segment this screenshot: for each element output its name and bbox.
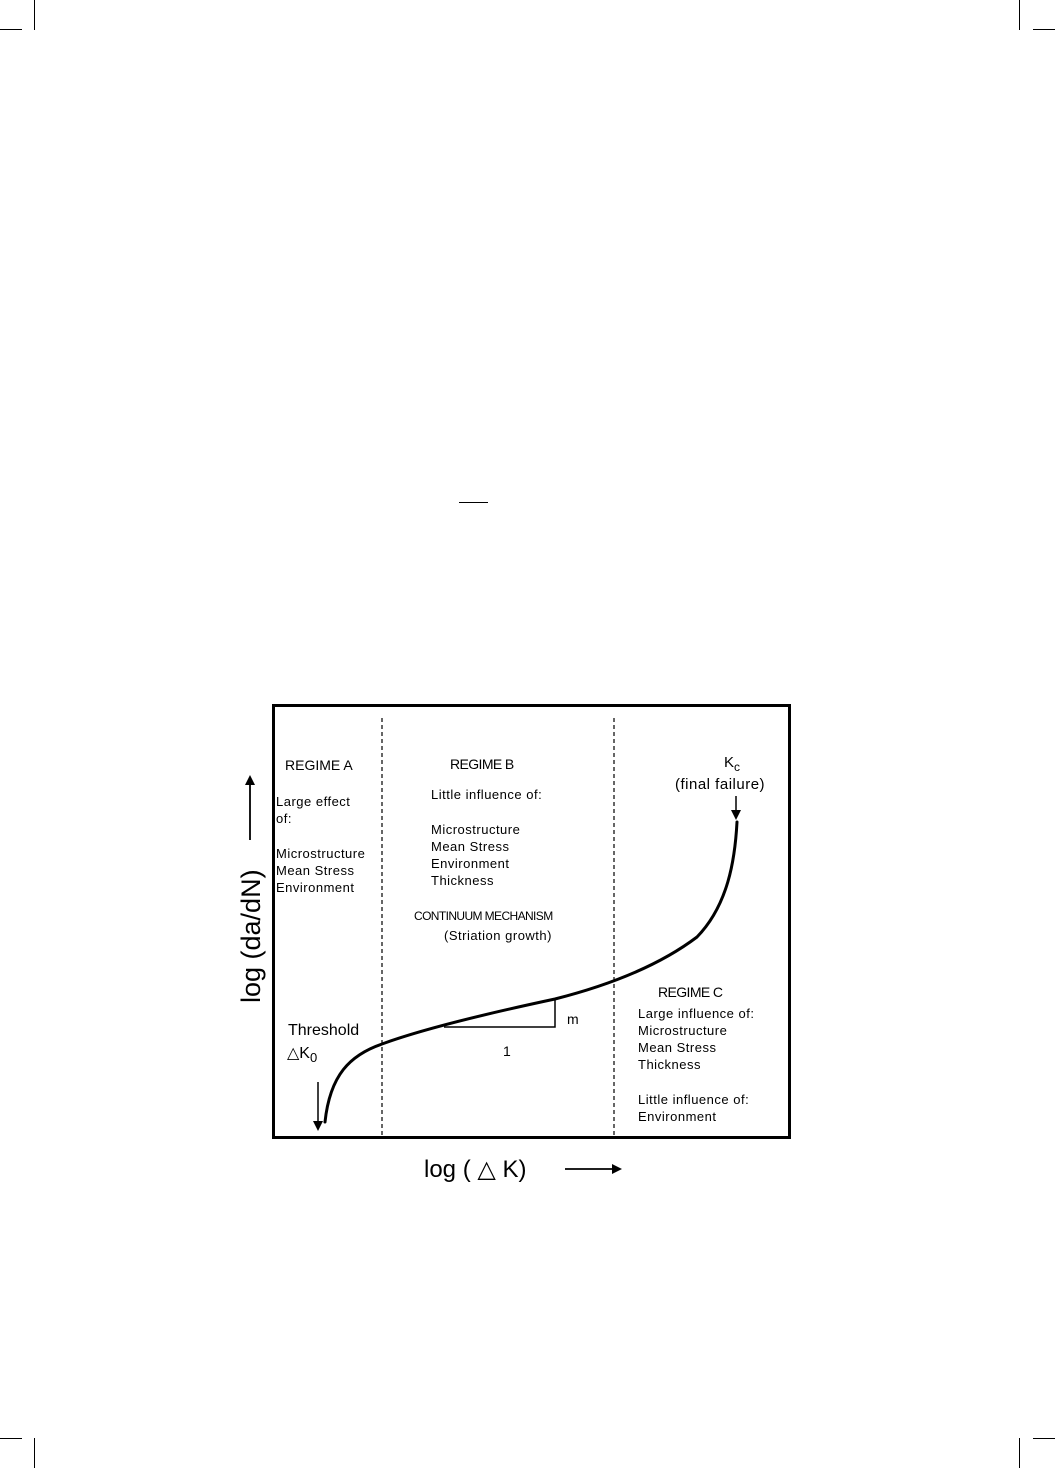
regime-c-title: REGIME C [658,984,723,1000]
delta-k0-label [287,1043,317,1065]
regime-c-line: Little influence of: [638,1092,750,1107]
regime-a-line: Environment [276,880,355,895]
kc-letter: K [724,754,735,771]
regime-a-line: of: [276,811,292,826]
x-axis-label: log ( △ K) [424,1156,527,1183]
delta-k-text: △K [287,1045,310,1062]
regime-c-line: Environment [638,1109,717,1124]
regime-b-line: Environment [431,856,510,871]
regime-b-line: Little influence of: [431,787,543,802]
y-axis-label: log (da/dN) [236,869,266,1003]
final-failure-label: (final failure) [675,776,766,793]
regime-a-line: Mean Stress [276,863,355,878]
regime-a-title: REGIME A [285,757,353,773]
regime-b-line: Microstructure [431,822,521,837]
regime-b-title: REGIME B [450,756,514,772]
regime-c-line: Large influence of: [638,1006,755,1021]
threshold-label: Threshold [288,1022,360,1039]
striation-growth-label: (Striation growth) [444,928,552,943]
crack-growth-curve [325,822,737,1122]
regime-a-line: Large effect [276,794,351,809]
regime-b-line: Thickness [431,873,495,888]
slope-m-label: m [567,1011,579,1027]
kc-label [724,754,740,774]
regime-c-line: Microstructure [638,1023,728,1038]
regime-c-line: Mean Stress [638,1040,717,1055]
regime-b-line: Mean Stress [431,839,510,854]
regime-a-line: Microstructure [276,846,366,861]
slope-run-label: 1 [503,1043,511,1059]
kc-subscript: c [734,760,741,774]
delta-k-subscript: 0 [309,1050,318,1066]
regime-c-line: Thickness [638,1057,702,1072]
continuum-mechanism-label: CONTINUUM MECHANISM [414,909,553,923]
